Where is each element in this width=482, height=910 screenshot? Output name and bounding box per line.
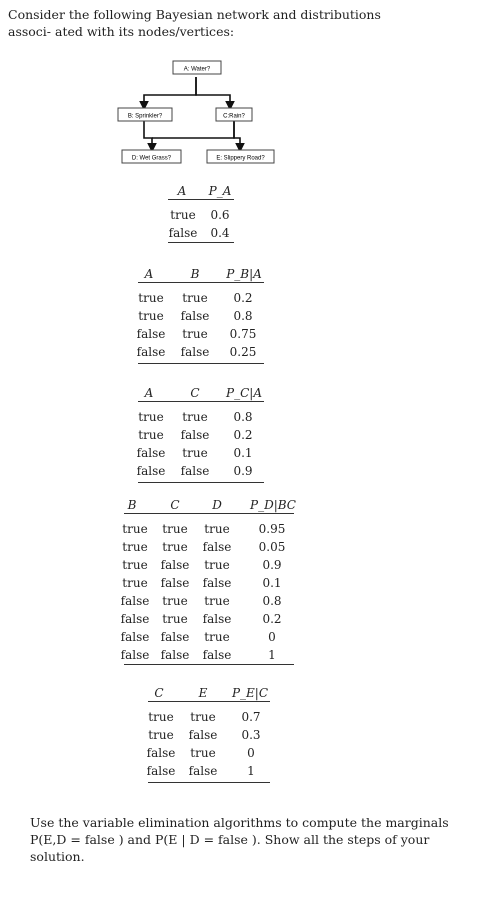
node-d (122, 150, 181, 163)
cpt-d-cell: true (204, 522, 230, 536)
node-c (216, 108, 252, 121)
question-text: Use the variable elimination algorithms to compute the marginals P(E,D = false ) and P(E | D = false ). Show all the steps of your solution. (30, 815, 449, 864)
cpt-a-cell: 0.6 (210, 208, 230, 222)
header-pd-bc: P_D|BC (250, 498, 296, 512)
cpt-d-cell: false (160, 576, 190, 590)
cpt-b-cell: true (182, 327, 208, 341)
header-a: A (144, 386, 154, 400)
cpt-c-cell: 0.9 (233, 464, 253, 478)
cpt-c-table (134, 384, 274, 486)
cpt-e-cell: false (188, 764, 218, 778)
header-b: B (190, 267, 200, 281)
cpt-b-table (134, 265, 274, 367)
cpt-d-cell: true (204, 558, 230, 572)
cpt-e-cell: true (148, 728, 174, 742)
bayes-network-diagram (0, 0, 482, 180)
cpt-c-cell: false (180, 464, 210, 478)
cpt-d-cell: false (202, 576, 232, 590)
cpt-e-cell: 1 (247, 764, 255, 778)
cpt-d-cell: true (204, 594, 230, 608)
cpt-d-cell: 0.1 (262, 576, 282, 590)
cpt-c-cell: 0.1 (233, 446, 253, 460)
header-pe-c: P_E|C (231, 686, 269, 700)
cpt-d-cell: false (120, 630, 150, 644)
edge-b-d (144, 120, 152, 151)
edge-c-d (152, 120, 234, 138)
node-e (207, 150, 274, 163)
cpt-d-cell: false (120, 594, 150, 608)
cpt-b-cell: false (136, 327, 166, 341)
node-d-label: D: Wet Grass? (131, 155, 172, 162)
header-a: A (177, 184, 187, 198)
node-a-label: A: Water? (183, 66, 211, 73)
cpt-b-cell: true (138, 309, 164, 323)
cpt-b-cell: 0.25 (229, 345, 257, 359)
cpt-d-cell: true (162, 612, 188, 626)
cpt-e-cell: true (190, 710, 216, 724)
cpt-c-cell: true (138, 428, 164, 442)
cpt-b-cell: 0.8 (233, 309, 253, 323)
edge-a-c (196, 77, 230, 109)
node-c-label: C:Rain? (223, 113, 245, 120)
cpt-d-cell: true (162, 522, 188, 536)
cpt-a-table (160, 184, 240, 246)
cpt-e-cell: false (146, 746, 176, 760)
cpt-e-cell: true (190, 746, 216, 760)
header-e: E (198, 686, 208, 700)
cpt-d-cell: true (122, 540, 148, 554)
cpt-d-cell: 0.2 (262, 612, 282, 626)
cpt-b-cell: 0.75 (229, 327, 257, 341)
cpt-e-table (144, 684, 284, 786)
cpt-a-cell: 0.4 (210, 226, 230, 240)
header-pb-a: P_B|A (226, 267, 262, 281)
cpt-d-cell: 0.9 (262, 558, 282, 572)
cpt-e-cell: false (146, 764, 176, 778)
header-c: C (190, 386, 200, 400)
cpt-e-cell: 0 (247, 746, 255, 760)
cpt-d-cell: false (202, 648, 232, 662)
cpt-d-cell: false (160, 558, 190, 572)
cpt-c-cell: true (138, 410, 164, 424)
cpt-d-cell: true (122, 576, 148, 590)
cpt-b-cell: false (136, 345, 166, 359)
cpt-d-cell: false (160, 630, 190, 644)
cpt-b-cell: false (180, 309, 210, 323)
cpt-d-cell: true (162, 540, 188, 554)
cpt-c-cell: true (182, 410, 208, 424)
cpt-c-cell: 0.8 (233, 410, 253, 424)
cpt-b-cell: true (138, 291, 164, 305)
intro-text: Consider the following Bayesian network and distributions associ- ated with its nodes/vertices: (8, 7, 381, 39)
cpt-e-cell: true (148, 710, 174, 724)
cpt-c-cell: false (136, 446, 166, 460)
cpt-d-cell: true (162, 594, 188, 608)
header-pa: P_A (208, 184, 232, 198)
cpt-d-cell: 0.8 (262, 594, 282, 608)
node-b (118, 108, 172, 121)
header-pc-a: P_C|A (226, 386, 262, 400)
cpt-a-cell: false (168, 226, 198, 240)
cpt-d-cell: true (122, 558, 148, 572)
cpt-a-cell: true (170, 208, 196, 222)
edge-c-e (234, 120, 240, 151)
cpt-e-cell: false (188, 728, 218, 742)
cpt-d-cell: false (202, 612, 232, 626)
header-c: C (154, 686, 164, 700)
cpt-d-cell: false (120, 648, 150, 662)
cpt-b-cell: true (182, 291, 208, 305)
node-e-label: E: Slippery Road? (216, 155, 265, 162)
cpt-d-cell: 1 (268, 648, 276, 662)
cpt-b-cell: 0.2 (233, 291, 253, 305)
node-a (173, 61, 221, 74)
cpt-d-cell: 0 (268, 630, 276, 644)
cpt-d-cell: 0.95 (258, 522, 286, 536)
node-b-label: B: Sprinkler? (127, 113, 163, 120)
cpt-e-cell: 0.3 (241, 728, 261, 742)
cpt-d-cell: false (202, 540, 232, 554)
cpt-e-cell: 0.7 (241, 710, 261, 724)
edge-a-b (144, 77, 196, 109)
header-c: C (170, 498, 180, 512)
cpt-d-cell: false (160, 648, 190, 662)
cpt-d-cell: 0.05 (258, 540, 286, 554)
cpt-b-cell: false (180, 345, 210, 359)
cpt-c-cell: true (182, 446, 208, 460)
header-a: A (144, 267, 154, 281)
cpt-d-cell: true (122, 522, 148, 536)
header-b: B (127, 498, 137, 512)
header-d: D (212, 498, 222, 512)
cpt-c-cell: 0.2 (233, 428, 253, 442)
cpt-d-cell: false (120, 612, 150, 626)
cpt-c-cell: false (180, 428, 210, 442)
cpt-d-cell: true (204, 630, 230, 644)
cpt-d-table (118, 496, 298, 668)
cpt-c-cell: false (136, 464, 166, 478)
